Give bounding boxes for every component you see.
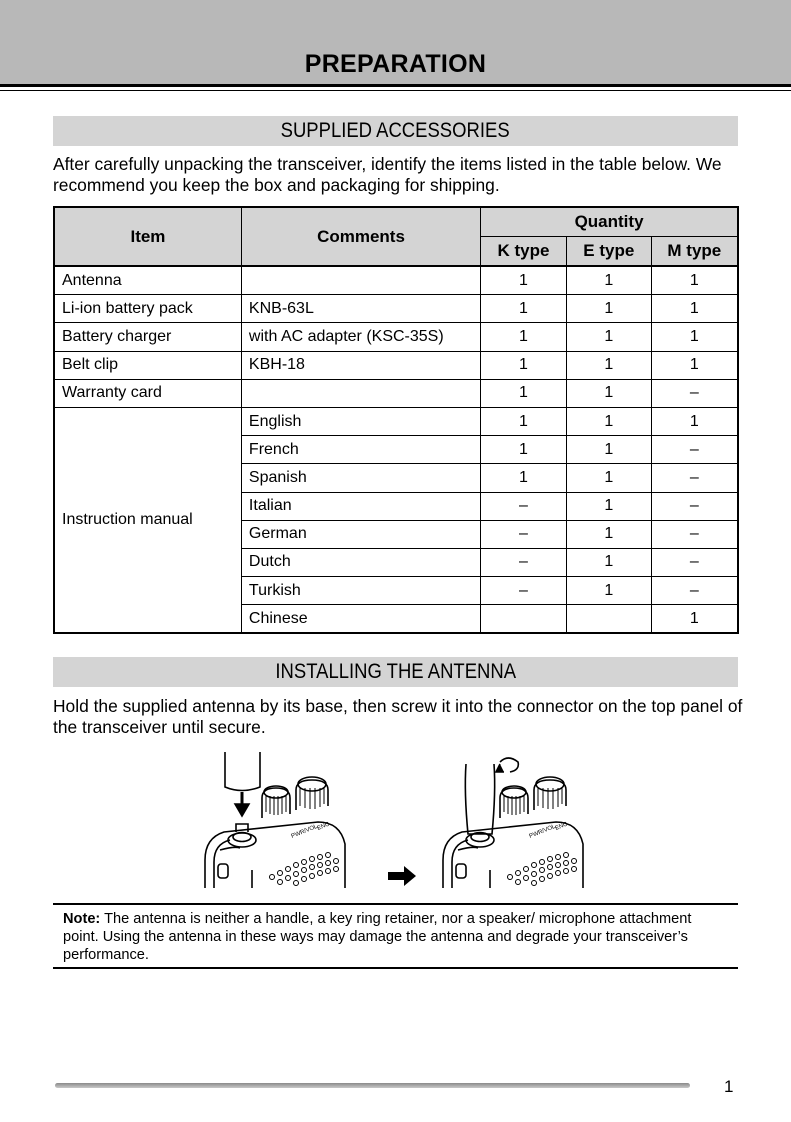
cell-m: – <box>651 548 738 576</box>
cell-item-manual: Instruction manual <box>54 407 241 633</box>
cell-e: 1 <box>566 492 651 520</box>
header-comments: Comments <box>241 207 480 266</box>
cell-comment: German <box>241 520 480 548</box>
cell-comment: Dutch <box>241 548 480 576</box>
cell-k: – <box>481 577 567 605</box>
footer-bar <box>55 1083 690 1088</box>
cell-e: 1 <box>566 548 651 576</box>
cell-k: 1 <box>481 464 567 492</box>
cell-m: – <box>651 379 738 407</box>
cell-comment: Italian <box>241 492 480 520</box>
cell-e: 1 <box>566 407 651 435</box>
cell-k: – <box>481 548 567 576</box>
cell-m: – <box>651 464 738 492</box>
header-rule-thin <box>0 90 791 91</box>
table-row <box>54 407 738 435</box>
header-e-type: E type <box>566 237 651 267</box>
cell-k <box>481 605 567 634</box>
cell-m: 1 <box>651 407 738 435</box>
cell-e: 1 <box>566 464 651 492</box>
cell-m: 1 <box>651 266 738 295</box>
cell-m: – <box>651 577 738 605</box>
section-heading-antenna <box>53 657 738 687</box>
accessories-intro: After carefully unpacking the transceiver, identify the items listed in the table below. We recommend you keep the box and packaging for shipping. <box>53 154 722 195</box>
section-heading-accessories-text: SUPPLIED ACCESSORIES <box>280 119 511 142</box>
note-label: Note: <box>63 911 101 927</box>
cell-comment: Turkish <box>241 577 480 605</box>
cell-e: 1 <box>566 351 651 379</box>
cell-comment: Spanish <box>241 464 480 492</box>
header-k-type: K type <box>481 237 567 267</box>
cell-k: 1 <box>481 266 567 295</box>
cell-m: – <box>651 436 738 464</box>
cell-item: Li-ion battery pack <box>54 295 241 323</box>
cell-k: 1 <box>481 379 567 407</box>
cell-k: 1 <box>481 351 567 379</box>
cell-e: 1 <box>566 295 651 323</box>
cell-e: 1 <box>566 520 651 548</box>
cell-comment: French <box>241 436 480 464</box>
cell-k: 1 <box>481 407 567 435</box>
header-quantity: Quantity <box>481 207 738 237</box>
header-item: Item <box>54 207 241 266</box>
radio-illustration-left <box>205 752 345 888</box>
cell-e: 1 <box>566 577 651 605</box>
cell-item: Warranty card <box>54 379 241 407</box>
antenna-instructions: Hold the supplied antenna by its base, then screw it into the connector on the top panel of the transceiver until secure. <box>53 696 743 737</box>
header-rule-thick <box>0 84 791 87</box>
note-box <box>53 903 738 969</box>
cell-comment: Chinese <box>241 605 480 634</box>
cell-e: 1 <box>566 323 651 351</box>
enc-label-right: ENC <box>554 821 569 832</box>
enc-label-left: ENC <box>316 821 331 832</box>
cell-m: 1 <box>651 295 738 323</box>
cell-m: – <box>651 520 738 548</box>
cell-comment: English <box>241 407 480 435</box>
table-row <box>54 379 738 407</box>
section-heading-accessories <box>53 116 738 146</box>
cell-k: – <box>481 492 567 520</box>
cell-m: 1 <box>651 323 738 351</box>
section-heading-antenna-text: INSTALLING THE ANTENNA <box>275 660 516 683</box>
cell-item: Battery charger <box>54 323 241 351</box>
header-m-type: M type <box>651 237 738 267</box>
note-text: The antenna is neither a handle, a key ring retainer, nor a speaker/ microphone attachment point. Using the antenna in these ways may damage the antenna and degrade your transceiver’s performance. <box>63 911 692 963</box>
cell-m: – <box>651 492 738 520</box>
cell-e: 1 <box>566 379 651 407</box>
cell-comment <box>241 379 480 407</box>
cell-m: 1 <box>651 605 738 634</box>
cell-comment: KBH-18 <box>241 351 480 379</box>
cell-e: 1 <box>566 266 651 295</box>
cell-comment: with AC adapter (KSC-35S) <box>241 323 480 351</box>
page-number: 1 <box>724 1077 734 1096</box>
cell-k: – <box>481 520 567 548</box>
accessories-table <box>53 206 739 634</box>
antenna-installation-figure <box>200 752 590 889</box>
table-row <box>54 266 738 295</box>
table-row <box>54 323 738 351</box>
cell-k: 1 <box>481 436 567 464</box>
knob-label-left: PWR/VOL <box>290 823 319 840</box>
right-arrow-icon <box>388 866 416 886</box>
knob-label-right: PWR/VOL <box>528 823 557 840</box>
cell-comment <box>241 266 480 295</box>
cell-item: Antenna <box>54 266 241 295</box>
cell-comment: KNB-63L <box>241 295 480 323</box>
cell-e <box>566 605 651 634</box>
cell-item: Belt clip <box>54 351 241 379</box>
table-row <box>54 351 738 379</box>
cell-m: 1 <box>651 351 738 379</box>
cell-k: 1 <box>481 323 567 351</box>
cell-k: 1 <box>481 295 567 323</box>
cell-e: 1 <box>566 436 651 464</box>
page-title: PREPARATION <box>304 50 487 78</box>
table-row <box>54 295 738 323</box>
